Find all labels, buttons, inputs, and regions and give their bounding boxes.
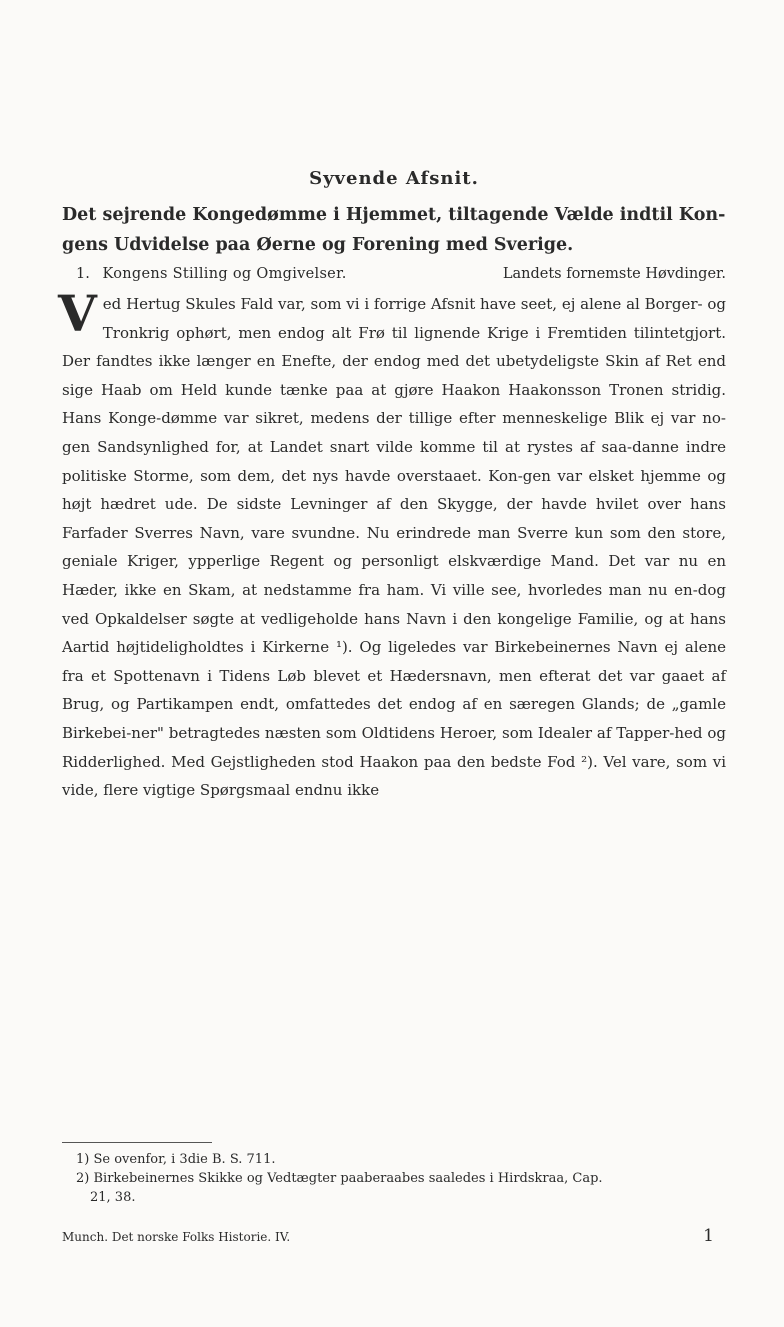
footnote-1-text: Se ovenfor, i 3die B. S. 711. bbox=[93, 1152, 276, 1167]
footnote-1-mark: 1) bbox=[76, 1152, 90, 1167]
signature-line: Munch. Det norske Folks Historie. IV. bbox=[62, 1230, 291, 1244]
page-number: 1 bbox=[703, 1226, 714, 1246]
footnote-2-mark: 2) bbox=[76, 1171, 90, 1186]
chapter-summary: Landets fornemste Høvdinger. bbox=[502, 266, 726, 282]
drop-cap: V bbox=[58, 284, 97, 343]
chapter-title: Kongens Stilling og Omgivelser. bbox=[102, 266, 347, 282]
footnote-2-text: Birkebeinernes Skikke og Vedtægter paaberaabes saaledes i Hirdskraa, Cap. bbox=[93, 1171, 603, 1186]
footnote-2 bbox=[76, 1169, 726, 1188]
chapter-number: 1. bbox=[76, 266, 90, 282]
section-title: Syvende Afsnit. bbox=[309, 168, 479, 189]
footnote-2-continuation: 21, 38. bbox=[90, 1190, 136, 1205]
heading-line-1: Det sejrende Kongedømme i Hjemmet, tiltagende Vælde indtil Kon- bbox=[62, 205, 726, 225]
body-paragraph bbox=[58, 284, 726, 805]
footnote-1 bbox=[76, 1150, 726, 1169]
footnote-divider bbox=[62, 1142, 212, 1143]
body-paragraph-text: ed Hertug Skules Fald var, som vi i forrige Afsnit have seet, ej alene al Borger- og Tronkrig ophørt, men endog alt Frø til lignende Krige i Fremtiden tilintetgjort. Der fandtes ikke længer en Enefte, der endog med det ubetydeligste Skin af Ret end sige Haab om Held kunde tænke paa at gjøre Haakon Haakonsson Tronen stridig. Hans Konge-dømme var sikret, medens der tillige efter menneskelige Blik ej var no-gen Sandsynlighed for, at Landet snart vilde komme til at rystes af saa-danne indre politiske Storme, som dem, det nys havde overstaaet. Kon-gen var elsket hjemme og højt hædret ude. De sidste Levninger af den Skygge, der havde hvilet over hans Farfader Sverres Navn, vare svundne. Nu erindrede man Sverre kun som den store, geniale Kriger, ypperlige Regent og personligt elskværdige Mand. Det var nu en Hæder, ikke en Skam, at nedstamme fra ham. Vi ville see, hvorledes man nu en-dog ved Opkaldelser søgte at vedligeholde hans Navn i den kongelige Familie, og at hans Aartid højtideligholdtes i Kirkerne ¹). Og ligeledes var Birkebeinernes Navn ej alene fra et Spottenavn i Tidens Løb blevet et Hædersnavn, men efterat det var gaaet af Brug, og Partikampen endt, omfattedes det endog af en særegen Glands; de „gamle Birkebei-ner" betragtedes næsten som Oldtidens Heroer, som Idealer af Tapper-hed og Ridderlighed. Med Gejstligheden stod Haakon paa den bedste Fod ²). Vel vare, som vi vide, flere vigtige Spørgsmaal endnu ikke bbox=[62, 295, 726, 800]
chapter-line bbox=[62, 266, 726, 282]
document-page bbox=[58, 0, 730, 1327]
heading-line-2: gens Udvidelse paa Øerne og Forening med Sverige. bbox=[62, 235, 574, 255]
chapter-heading bbox=[62, 200, 726, 260]
footnotes bbox=[76, 1150, 726, 1207]
